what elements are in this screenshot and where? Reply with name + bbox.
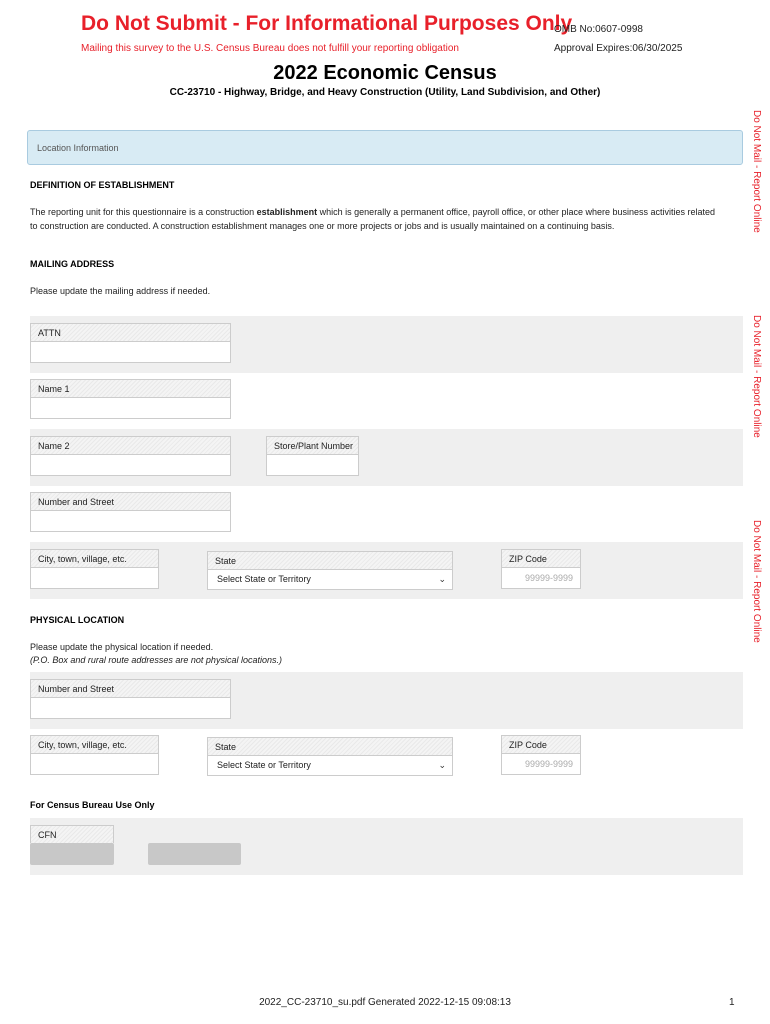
cfn-label: CFN <box>30 825 114 843</box>
physical-note: (P.O. Box and rural route addresses are not physical locations.) <box>30 655 282 665</box>
warning-subtitle: Mailing this survey to the U.S. Census Bureau does not fulfill your reporting obligation <box>81 43 459 54</box>
physical-zip-field <box>501 735 581 775</box>
mailing-zip-input[interactable]: 99999-9999 <box>501 567 581 589</box>
warning-title: Do Not Submit - For Informational Purposes Only <box>81 12 573 35</box>
physical-city-label: City, town, village, etc. <box>30 735 159 753</box>
physical-location-heading: PHYSICAL LOCATION <box>30 615 125 625</box>
mailing-state-field <box>207 551 453 590</box>
definition-text <box>30 205 720 233</box>
mailing-address-heading: MAILING ADDRESS <box>30 259 115 269</box>
physical-street-label: Number and Street <box>30 679 231 697</box>
cfn-field <box>30 825 114 865</box>
physical-instruction: Please update the physical location if needed. <box>30 642 214 652</box>
attn-input[interactable] <box>30 341 231 363</box>
mailing-city-input[interactable] <box>30 567 159 589</box>
physical-city-field <box>30 735 159 775</box>
name2-label: Name 2 <box>30 436 231 454</box>
definition-text-part: The reporting unit for this questionnaire is a construction <box>30 207 257 217</box>
name2-input[interactable] <box>30 454 231 476</box>
store-plant-field <box>266 436 359 476</box>
cfn-value-box <box>30 843 114 865</box>
mailing-state-select[interactable] <box>207 569 453 590</box>
cfn-secondary-box <box>148 843 241 865</box>
name1-label: Name 1 <box>30 379 231 397</box>
physical-zip-label: ZIP Code <box>501 735 581 753</box>
definition-text-bold: establishment <box>256 207 318 217</box>
physical-state-field <box>207 737 453 776</box>
name1-field <box>30 379 231 419</box>
mailing-street-input[interactable] <box>30 510 231 532</box>
mailing-zip-field <box>501 549 581 589</box>
mailing-state-label: State <box>207 551 453 569</box>
mailing-city-label: City, town, village, etc. <box>30 549 159 567</box>
attn-field <box>30 323 231 363</box>
location-information-label: Location Information <box>37 143 119 153</box>
omb-number: OMB No:0607-0998 <box>554 24 643 35</box>
footer-file-info: 2022_CC-23710_su.pdf Generated 2022-12-15 09:08:13 <box>259 997 511 1008</box>
store-plant-label: Store/Plant Number <box>266 436 359 454</box>
page-title: 2022 Economic Census <box>273 62 497 84</box>
mailing-zip-label: ZIP Code <box>501 549 581 567</box>
mailing-street-field <box>30 492 231 532</box>
mailing-state-value: Select State or Territory <box>217 574 311 584</box>
mailing-city-field <box>30 549 159 589</box>
form-band <box>30 818 743 875</box>
definition-text-part: which is generally a permanent office, payroll office, or other place where business activities related to construction are conducted. A construction establishment manages one or more projects or jobs and is usually maintained on a continuing basis. <box>30 207 716 231</box>
name2-field <box>30 436 231 476</box>
mailing-street-label: Number and Street <box>30 492 231 510</box>
approval-expiration: Approval Expires:06/30/2025 <box>554 43 683 54</box>
chevron-down-icon: ⌄ <box>438 574 446 584</box>
name1-input[interactable] <box>30 397 231 419</box>
mailing-instruction: Please update the mailing address if needed. <box>30 286 211 296</box>
attn-label: ATTN <box>30 323 231 341</box>
physical-state-select[interactable] <box>207 755 453 776</box>
physical-city-input[interactable] <box>30 753 159 775</box>
census-use-heading: For Census Bureau Use Only <box>30 800 155 810</box>
store-plant-input[interactable] <box>266 454 359 476</box>
do-not-mail-note: Do Not Mail - Report Online <box>751 315 762 438</box>
physical-state-label: State <box>207 737 453 755</box>
physical-street-input[interactable] <box>30 697 231 719</box>
do-not-mail-note: Do Not Mail - Report Online <box>751 110 762 233</box>
do-not-mail-note: Do Not Mail - Report Online <box>751 520 762 643</box>
physical-zip-input[interactable]: 99999-9999 <box>501 753 581 775</box>
physical-street-field <box>30 679 231 719</box>
location-information-section <box>27 130 743 165</box>
physical-state-value: Select State or Territory <box>217 760 311 770</box>
definition-heading: DEFINITION OF ESTABLISHMENT <box>30 180 175 190</box>
page-subtitle: CC-23710 - Highway, Bridge, and Heavy Construction (Utility, Land Subdivision, and Other) <box>169 87 601 98</box>
chevron-down-icon: ⌄ <box>438 760 446 770</box>
page-number: 1 <box>729 997 735 1008</box>
